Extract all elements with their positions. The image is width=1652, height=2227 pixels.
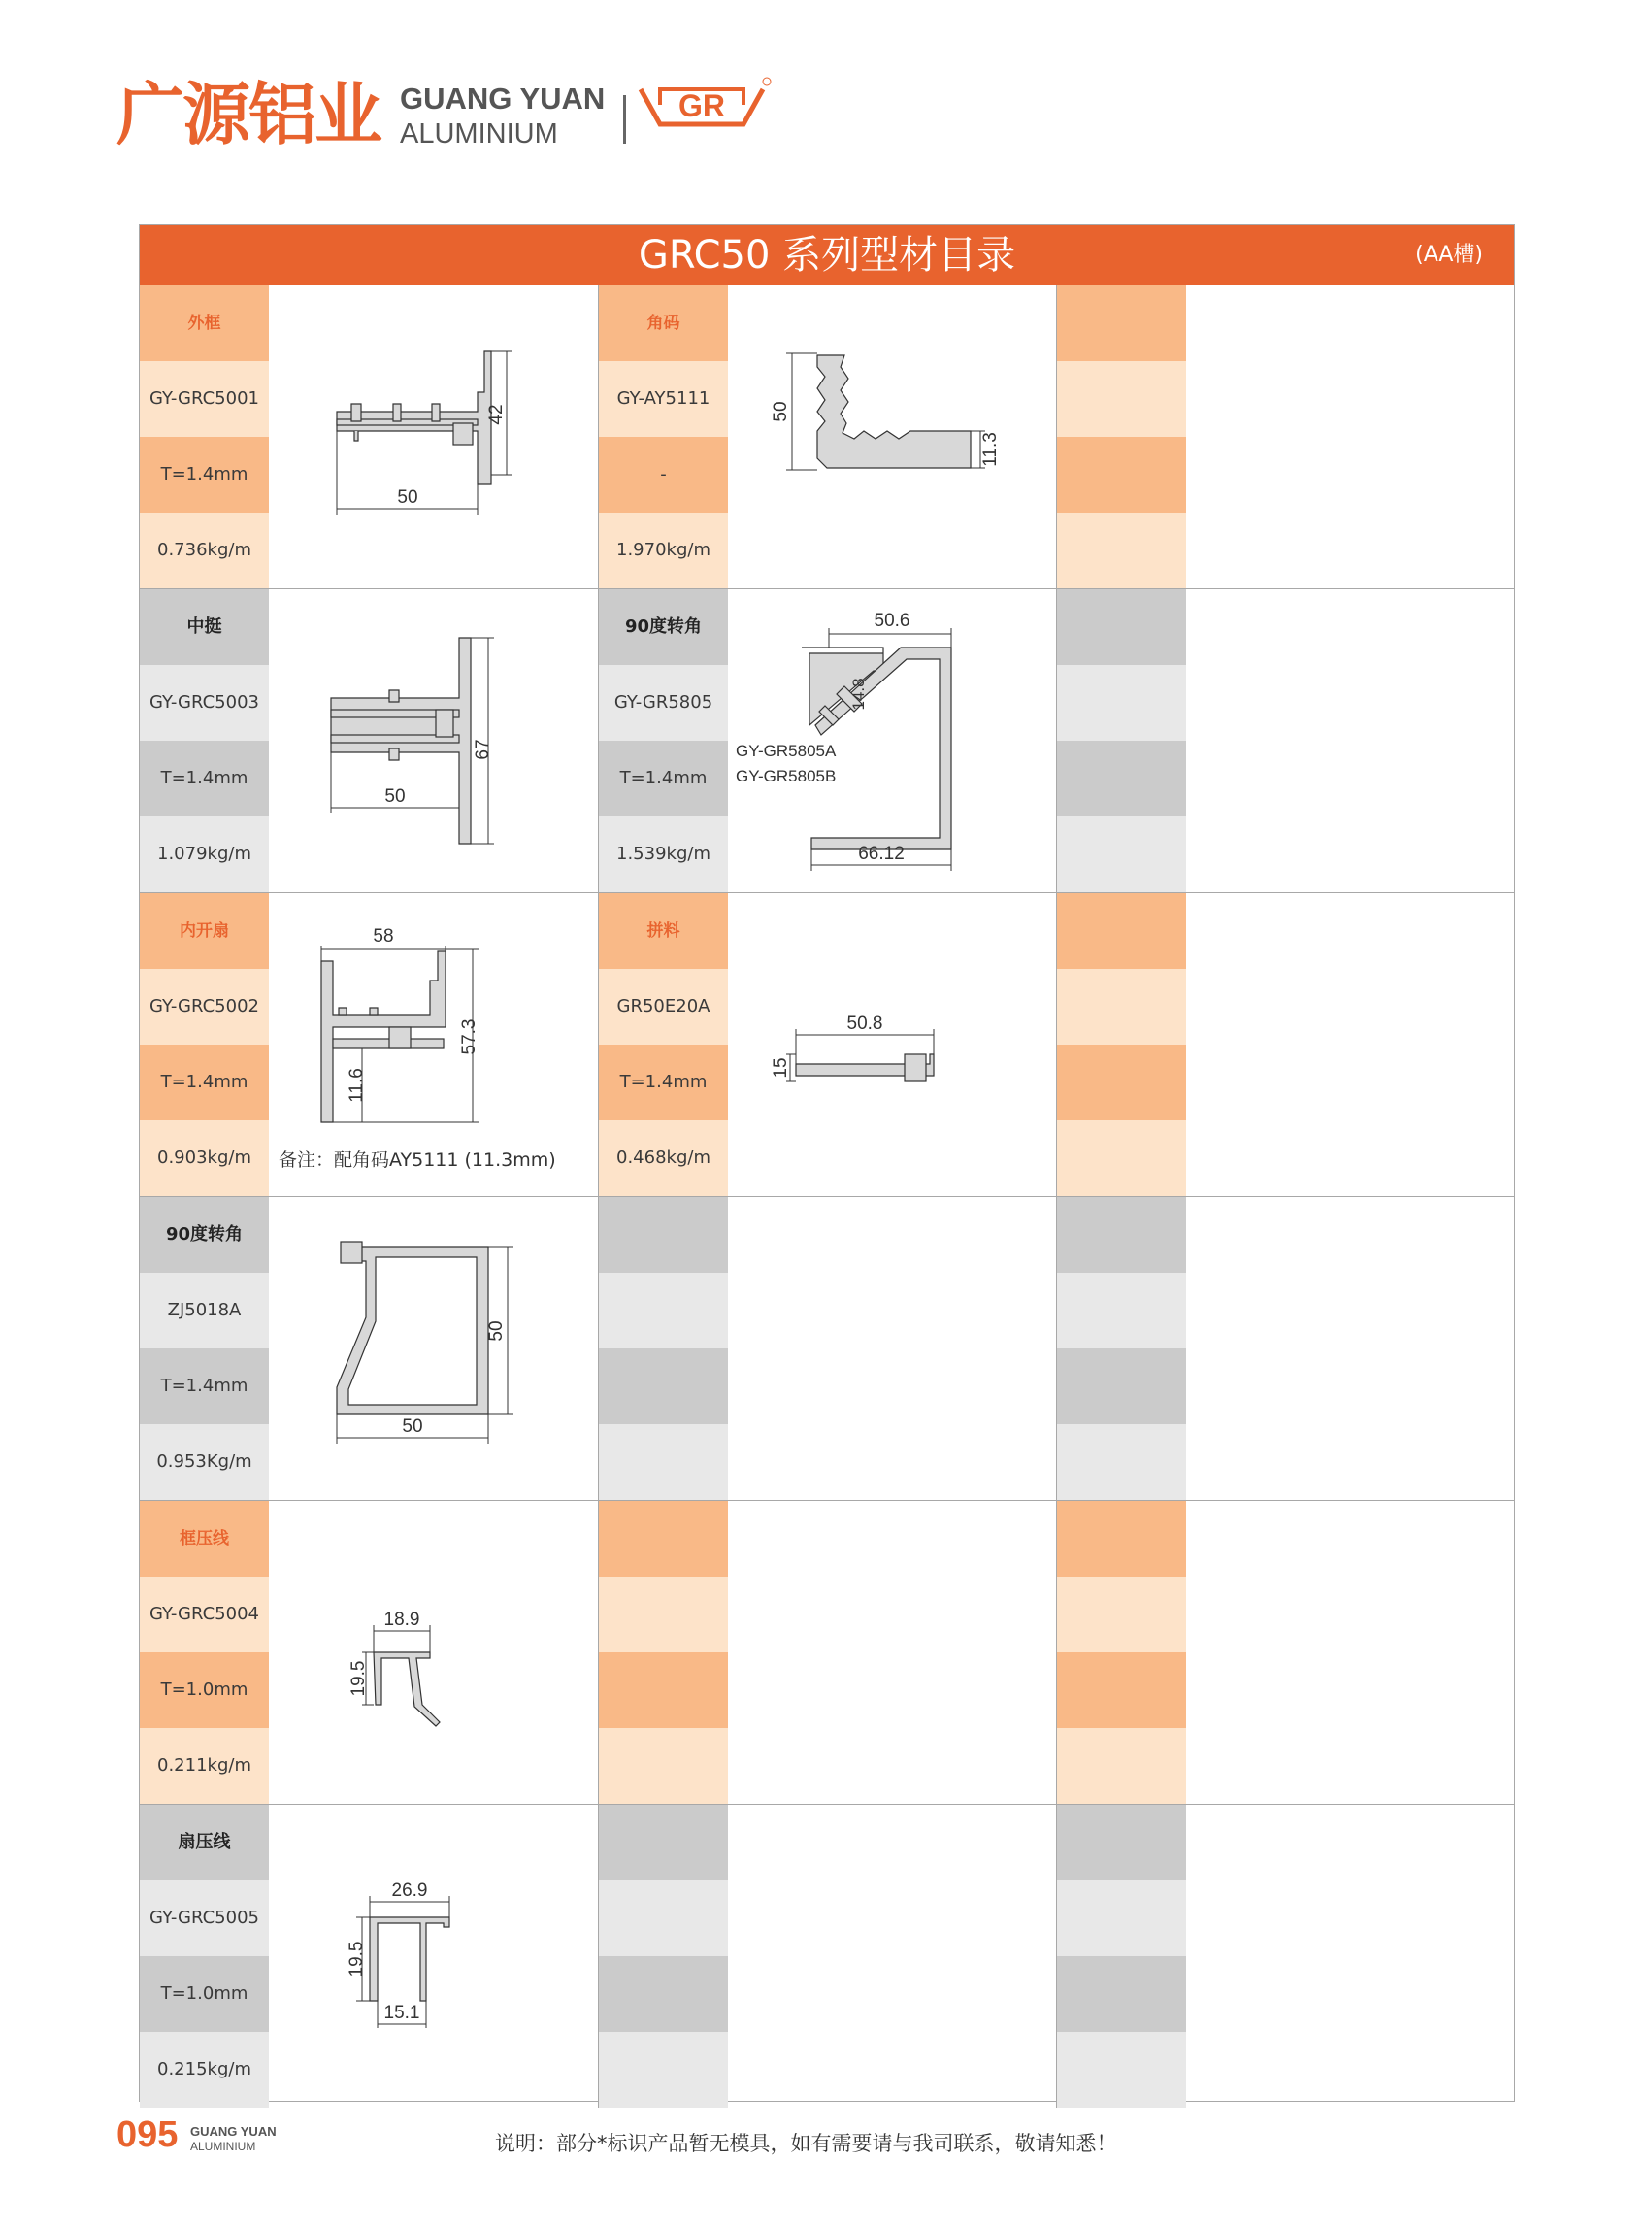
profile-code	[599, 1880, 728, 1956]
catalog-row	[140, 893, 1514, 1196]
profile-type: 角码	[599, 285, 728, 361]
catalog-subtitle: (AA槽)	[1415, 243, 1483, 267]
catalog-row	[140, 1501, 1514, 1804]
dimension-label: 15	[771, 1057, 791, 1079]
profile-code	[599, 1577, 728, 1652]
brand-logo-icon	[637, 76, 773, 144]
profile-drawing	[728, 589, 1057, 892]
profile-drawing	[269, 893, 598, 1196]
profile-code	[599, 1273, 728, 1348]
profile-entry-empty	[598, 1197, 1057, 1500]
profile-type	[1057, 1501, 1186, 1577]
profile-sub-label: GY-GR5805B	[736, 767, 837, 785]
profile-type: 内开扇	[140, 893, 269, 969]
brand-divider	[623, 95, 626, 144]
profile-entry	[140, 1805, 598, 2108]
dimension-label: 19.5	[347, 1941, 367, 1978]
profile-drawing	[269, 285, 598, 588]
profile-entry	[598, 589, 1057, 892]
profile-weight	[1057, 816, 1186, 892]
profile-code: GR50E20A	[599, 969, 728, 1045]
profile-code	[1057, 969, 1186, 1045]
profile-drawing	[269, 1805, 598, 2108]
profile-entry	[140, 285, 598, 588]
profile-code: GY-GRC5005	[140, 1880, 269, 1956]
profile-type	[1057, 589, 1186, 665]
profile-weight: 0.736kg/m	[140, 513, 269, 588]
profile-thickness: T=1.0mm	[140, 1652, 269, 1728]
brand-name-en: GUANG YUAN	[400, 82, 606, 116]
profile-type	[599, 1501, 728, 1577]
profile-type: 外框	[140, 285, 269, 361]
dimension-label: 50	[384, 786, 406, 807]
footer-note: 说明：部分*标识产品暂无模具，如有需要请与我司联系，敬请知悉！	[495, 2132, 1117, 2155]
profile-type	[1057, 285, 1186, 361]
dimension-label: 42	[486, 404, 507, 425]
profile-thickness	[599, 1956, 728, 2032]
profile-thickness: T=1.0mm	[140, 1956, 269, 2032]
profile-weight	[599, 1728, 728, 1804]
catalog-header	[140, 225, 1514, 285]
profile-entry	[140, 893, 598, 1196]
profile-code	[1057, 1273, 1186, 1348]
profile-thickness	[1057, 437, 1186, 513]
profile-thickness: T=1.4mm	[140, 1348, 269, 1424]
profile-weight: 0.903kg/m	[140, 1120, 269, 1196]
profile-drawing	[269, 1197, 598, 1500]
dimension-label: 19.5	[348, 1660, 369, 1697]
profile-code	[1057, 665, 1186, 741]
profile-code	[1057, 1880, 1186, 1956]
dimension-label: 18.9	[383, 1610, 420, 1630]
dimension-label: 50.6	[874, 611, 910, 631]
profile-type: 90度转角	[140, 1197, 269, 1273]
profile-thickness: T=1.4mm	[140, 741, 269, 816]
profile-entry-empty	[1056, 1805, 1515, 2108]
dimension-label: 11.6	[347, 1068, 367, 1103]
profile-thickness	[1057, 1045, 1186, 1120]
profile-entry-empty	[1056, 285, 1515, 588]
profile-entry	[598, 285, 1057, 588]
brand-name-cn: 广源铝业	[116, 75, 380, 154]
dimension-label: 14.8	[849, 678, 868, 711]
profile-entry	[140, 1197, 598, 1500]
profile-drawing	[269, 1501, 598, 1804]
profile-drawing	[269, 589, 598, 892]
profile-drawing	[728, 893, 1057, 1196]
profile-code: GY-AY5111	[599, 361, 728, 437]
page-number: 095	[116, 2114, 179, 2155]
profile-thickness: T=1.4mm	[140, 1045, 269, 1120]
profile-entry-empty	[1056, 893, 1515, 1196]
profile-type: 拼料	[599, 893, 728, 969]
profile-weight	[1057, 2032, 1186, 2108]
profile-entry-empty	[598, 1805, 1057, 2108]
catalog-row	[140, 1805, 1514, 2108]
footer-brand: GUANG YUAN	[190, 2124, 277, 2139]
profile-thickness	[1057, 1956, 1186, 2032]
profile-thickness	[1057, 1348, 1186, 1424]
profile-weight	[1057, 1728, 1186, 1804]
dimension-label: 15.1	[383, 2003, 420, 2023]
profile-note: 备注：配角码AY5111 (11.3mm)	[279, 1149, 556, 1171]
profile-thickness: T=1.4mm	[140, 437, 269, 513]
profile-code: GY-GRC5003	[140, 665, 269, 741]
dimension-label: 58	[373, 926, 394, 947]
profile-code: ZJ5018A	[140, 1273, 269, 1348]
profile-drawing	[728, 285, 1057, 588]
profile-type: 扇压线	[140, 1805, 269, 1880]
profile-weight: 0.215kg/m	[140, 2032, 269, 2108]
profile-catalog	[139, 224, 1515, 2102]
catalog-row	[140, 285, 1514, 588]
profile-sub-label: GY-GR5805A	[736, 742, 837, 760]
profile-weight	[599, 1424, 728, 1500]
profile-thickness: -	[599, 437, 728, 513]
profile-weight: 0.953Kg/m	[140, 1424, 269, 1500]
profile-weight: 1.970kg/m	[599, 513, 728, 588]
profile-thickness: T=1.4mm	[599, 741, 728, 816]
dimension-label: 50	[402, 1416, 423, 1437]
profile-weight	[1057, 1424, 1186, 1500]
profile-thickness: T=1.4mm	[599, 1045, 728, 1120]
profile-entry	[598, 893, 1057, 1196]
profile-type	[1057, 893, 1186, 969]
footer-brand-sub: ALUMINIUM	[190, 2140, 256, 2153]
profile-code: GY-GRC5001	[140, 361, 269, 437]
dimension-label: 50.8	[846, 1014, 883, 1034]
profile-weight: 0.211kg/m	[140, 1728, 269, 1804]
profile-entry-empty	[598, 1501, 1057, 1804]
profile-type: 中挺	[140, 589, 269, 665]
profile-thickness	[1057, 1652, 1186, 1728]
profile-type	[1057, 1805, 1186, 1880]
profile-weight: 1.079kg/m	[140, 816, 269, 892]
dimension-label: 26.9	[391, 1880, 428, 1901]
profile-type: 90度转角	[599, 589, 728, 665]
profile-code: GY-GR5805	[599, 665, 728, 741]
profile-type	[1057, 1197, 1186, 1273]
profile-weight	[599, 2032, 728, 2108]
profile-type	[599, 1805, 728, 1880]
catalog-row	[140, 589, 1514, 892]
profile-code: GY-GRC5002	[140, 969, 269, 1045]
brand-name-en-sub: ALUMINIUM	[400, 118, 558, 150]
profile-weight	[1057, 513, 1186, 588]
dimension-label: 50	[397, 487, 418, 508]
profile-thickness	[599, 1652, 728, 1728]
profile-entry-empty	[1056, 589, 1515, 892]
profile-entry	[140, 589, 598, 892]
profile-weight	[1057, 1120, 1186, 1196]
dimension-label: 57.3	[459, 1018, 479, 1055]
dimension-label: 11.3	[980, 432, 1001, 467]
profile-code	[1057, 361, 1186, 437]
brand-logo-text: GR	[678, 88, 725, 123]
profile-entry	[140, 1501, 598, 1804]
profile-entry-empty	[1056, 1501, 1515, 1804]
profile-weight: 1.539kg/m	[599, 816, 728, 892]
profile-type: 框压线	[140, 1501, 269, 1577]
catalog-row	[140, 1197, 1514, 1500]
dimension-label: 50	[486, 1320, 507, 1342]
dimension-label: 67	[473, 739, 493, 760]
dimension-label: 50	[771, 401, 791, 422]
dimension-label: 66.12	[858, 844, 905, 864]
catalog-title: GRC50 系列型材目录	[638, 233, 1016, 278]
profile-entry-empty	[1056, 1197, 1515, 1500]
profile-code: GY-GRC5004	[140, 1577, 269, 1652]
profile-thickness	[1057, 741, 1186, 816]
profile-thickness	[599, 1348, 728, 1424]
profile-type	[599, 1197, 728, 1273]
profile-weight: 0.468kg/m	[599, 1120, 728, 1196]
profile-code	[1057, 1577, 1186, 1652]
